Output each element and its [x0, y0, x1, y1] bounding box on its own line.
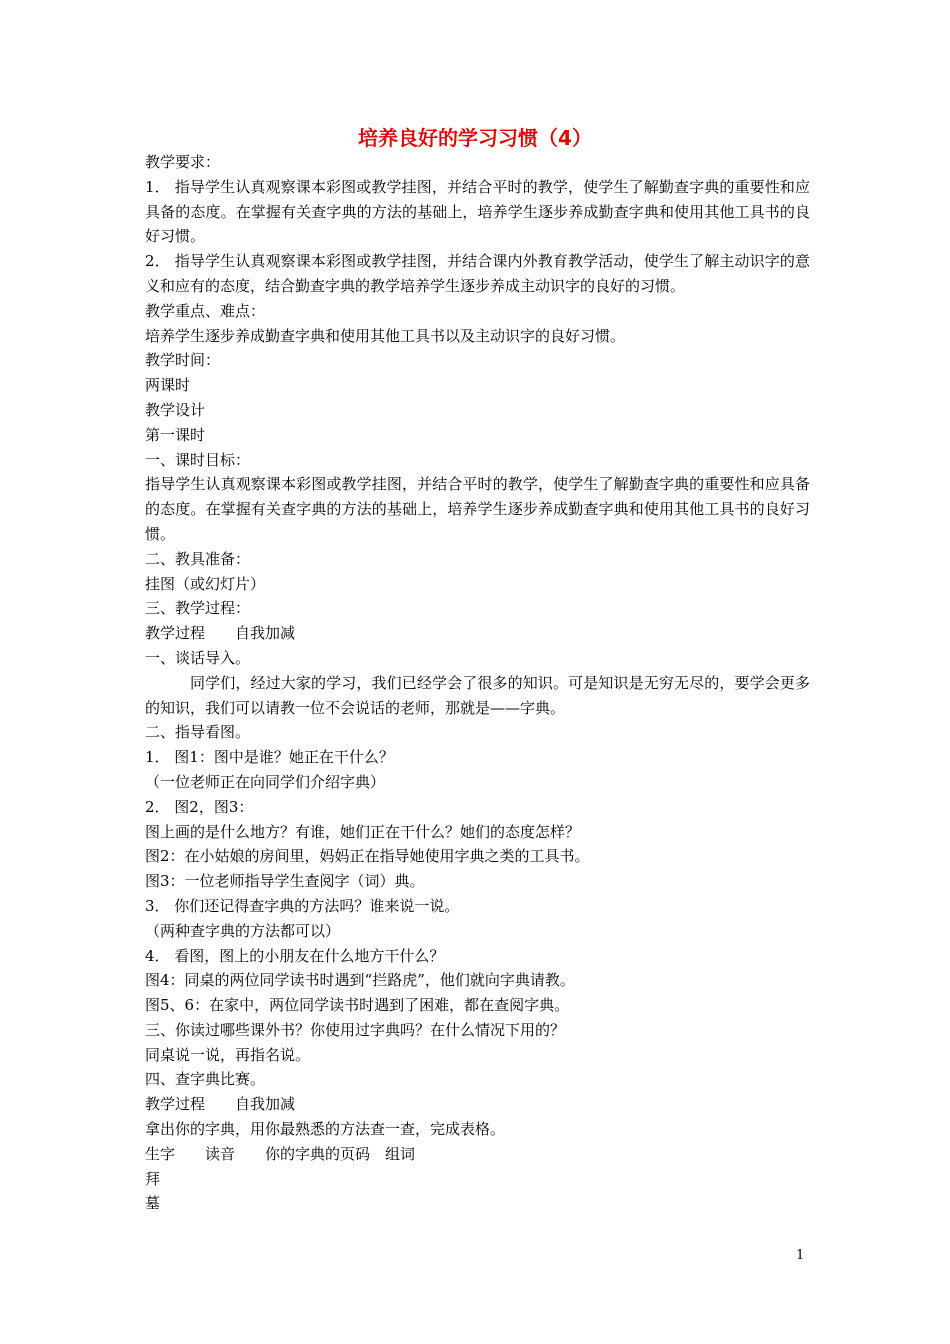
paragraph: 两课时 — [145, 376, 191, 395]
paragraph: 图3：一位老师指导学生查阅字（词）典。 — [145, 872, 425, 891]
page-title: 培养良好的学习习惯（4） — [358, 126, 592, 150]
list-item: 3． 你们还记得查字典的方法吗？谁来说一说。 — [145, 896, 460, 915]
section-heading: 教学时间： — [145, 351, 221, 370]
column-header: 教学过程 自我加减 — [145, 1095, 296, 1114]
section-heading: 教学要求： — [145, 153, 221, 171]
section-heading: 教学设计 — [145, 400, 206, 419]
paragraph: 图2：在小姑娘的房间里，妈妈正在指导她使用字典之类的工具书。 — [145, 847, 590, 866]
section-heading: 三、你读过哪些课外书？你使用过字典吗？在什么情况下用的？ — [145, 1020, 566, 1039]
paragraph: 图上画的是什么地方？有谁，她们正在干什么？她们的态度怎样？ — [145, 822, 581, 841]
paragraph: 拿出你的字典，用你最熟悉的方法查一查，完成表格。 — [145, 1120, 506, 1139]
paragraph: 图5、6：在家中，两位同学读书时遇到了困难，都在查阅字典。 — [145, 996, 570, 1015]
table-header: 生字 读音 你的字典的页码 组词 — [145, 1144, 416, 1163]
table-row: 拜 — [145, 1169, 161, 1188]
section-heading: 第一课时 — [145, 425, 206, 444]
section-heading: 一、谈话导入。 — [145, 648, 251, 667]
list-item: 4． 看图，图上的小朋友在什么地方干什么？ — [145, 946, 445, 965]
section-heading: 三、教学过程： — [145, 599, 251, 618]
document-body — [145, 150, 810, 1216]
paragraph: 指导学生认真观察课本彩图或教学挂图，并结合平时的教学，使学生了解勤查字典的重要性和应具备的态度。在掌握有关查字典的方法的基础上，培养学生逐步养成勤查字典和使用其他工具书的良好习惯。 — [145, 475, 810, 543]
paragraph: （两种查字典的方法都可以） — [145, 921, 341, 940]
section-heading: 二、指导看图。 — [145, 723, 251, 742]
requirement-item: 2． 指导学生认真观察课本彩图或教学挂图，并结合课内外教育教学活动，使学生了解主动识字的意义和应有的态度，结合勤查字典的教学培养学生逐步养成主动识字的良好的习惯。 — [145, 252, 810, 295]
section-heading: 二、教具准备： — [145, 549, 251, 568]
list-item: 2． 图2，图3： — [145, 797, 254, 816]
page-number: 1 — [796, 1248, 805, 1263]
section-heading: 一、课时目标： — [145, 450, 251, 469]
paragraph: 培养学生逐步养成勤查字典和使用其他工具书以及主动识字的良好习惯。 — [145, 326, 626, 345]
paragraph: 挂图（或幻灯片） — [145, 574, 266, 593]
list-item: 1． 图1：图中是谁？她正在干什么？ — [145, 748, 394, 767]
paragraph: （一位老师正在向同学们介绍字典） — [145, 772, 386, 791]
column-header: 教学过程 自我加减 — [145, 624, 296, 643]
paragraph: 同桌说一说，再指名说。 — [145, 1045, 311, 1064]
section-heading: 四、查字典比赛。 — [145, 1070, 266, 1089]
table-row: 墓 — [145, 1194, 161, 1213]
section-heading: 教学重点、难点： — [145, 301, 266, 320]
requirement-item: 1． 指导学生认真观察课本彩图或教学挂图，并结合平时的教学，使学生了解勤查字典的重要性和应具备的态度。在掌握有关查字典的方法的基础上，培养学生逐步养成勤查字典和使用其他工具书的良好习惯。 — [145, 177, 810, 246]
paragraph: 图4：同桌的两位同学读书时遇到“拦路虎”，他们就向字典请教。 — [145, 971, 575, 990]
paragraph: 同学们，经过大家的学习，我们已经学会了很多的知识。可是知识是无穷无尽的，要学会更多的知识，我们可以请教一位不会说话的老师，那就是——字典。 — [145, 673, 810, 717]
